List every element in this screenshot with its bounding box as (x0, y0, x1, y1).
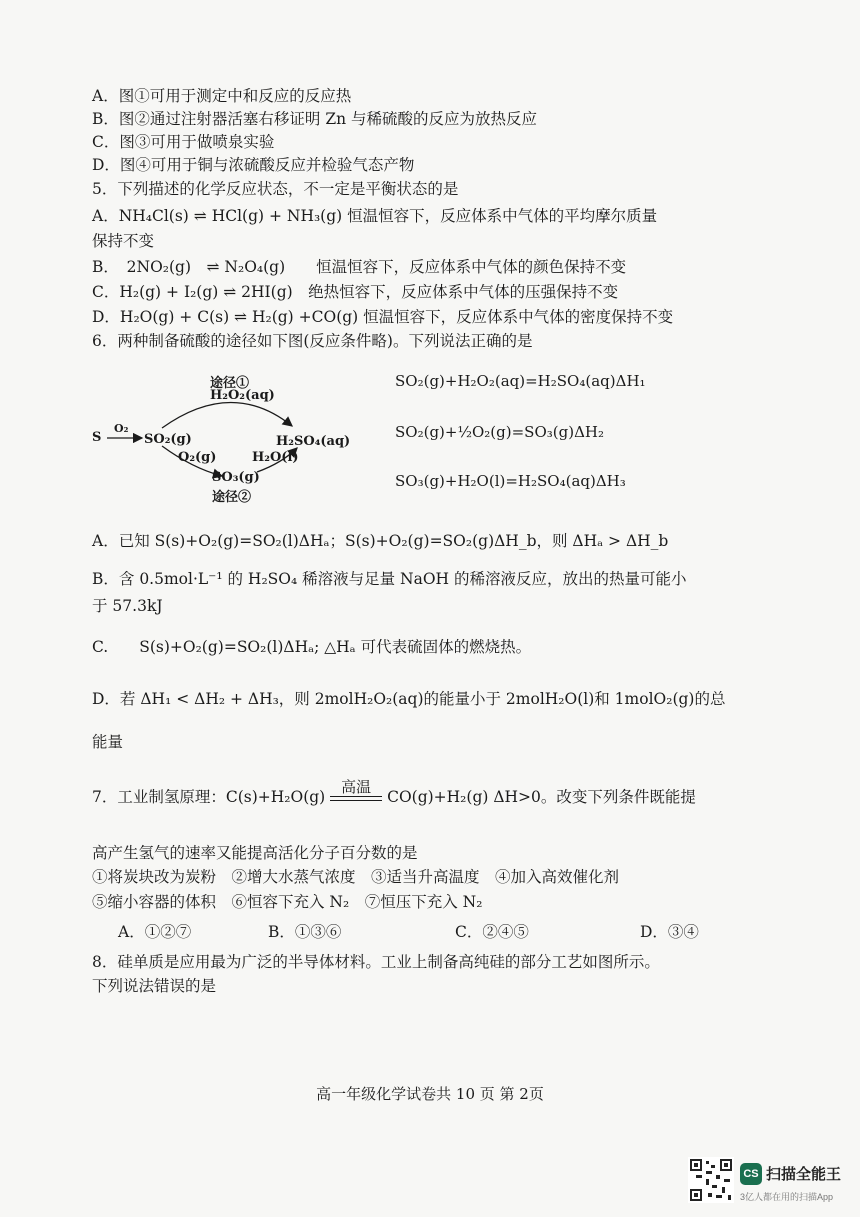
q7-line1-suffix: CO(g)+H₂(g) ΔH>0。改变下列条件既能提 (387, 788, 696, 806)
qr-code-icon (688, 1157, 734, 1203)
camscanner-name: 扫描全能王 (766, 1166, 842, 1183)
diagram-s: S (92, 430, 102, 445)
q4-option-c: C．图③可用于做喷泉实验 (92, 133, 275, 151)
q6-option-b: B．含 0.5mol·L⁻¹ 的 H₂SO₄ 稀溶液与足量 NaOH 的稀溶液反应，放出的热量可能小 (92, 570, 687, 588)
diagram-o2-low: O₂(g) (178, 450, 217, 465)
diagram-so3: SO₃(g) (212, 470, 260, 485)
q7-condition-arrow (330, 778, 382, 808)
camscanner-slogan: 3亿人都在用的扫描App (740, 1192, 834, 1202)
q7-choice-b: B．①③⑥ (268, 923, 342, 941)
q4-option-b: B．图②通过注射器活塞右移证明 Zn 与稀硫酸的反应为放热反应 (92, 110, 537, 128)
diagram-route2: 途径② (212, 490, 252, 505)
q7-choice-c: C．②④⑤ (455, 923, 529, 941)
q5-option-a: A．NH₄Cl(s) ⇌ HCl(g) + NH₃(g) 恒温恒容下，反应体系中气体的平均摩尔质量 (92, 207, 658, 225)
q7-choice-d: D．③④ (640, 923, 699, 941)
q7-principle (92, 778, 696, 808)
diagram-route1: 途径① (210, 376, 250, 391)
diagram-h2o2: H₂O₂(aq) (210, 388, 275, 403)
q4-option-d: D．图④可用于铜与浓硫酸反应并检验气态产物 (92, 156, 415, 174)
q7-conditions-2: ⑤缩小容器的体积 ⑥恒容下充入 N₂ ⑦恒压下充入 N₂ (92, 893, 483, 911)
q7-stem: 高产生氢气的速率又能提高活化分子百分数的是 (92, 844, 418, 862)
q7-condition-label: 高温 (341, 778, 372, 796)
diagram-h2so4: H₂SO₄(aq) (276, 434, 351, 449)
q5-option-a-cont: 保持不变 (92, 232, 155, 250)
q6-option-d-cont: 能量 (92, 733, 124, 751)
q6-equation-2: SO₂(g)+½O₂(g)=SO₃(g)ΔH₂ (395, 423, 605, 441)
sulfuric-acid-route-diagram (92, 368, 392, 508)
q6-option-b-cont: 于 57.3kJ (92, 597, 163, 615)
q6-stem: 6．两种制备硫酸的途径如下图(反应条件略)。下列说法正确的是 (92, 332, 533, 350)
q8-stem: 8．硅单质是应用最为广泛的半导体材料。工业上制备高纯硅的部分工艺如图所示。 (92, 953, 660, 971)
page-footer: 高一年级化学试卷共 10 页 第 2页 (316, 1085, 544, 1103)
q5-option-c: C．H₂(g) + I₂(g) ⇌ 2HI(g) 绝热恒容下，反应体系中气体的压强保持不变 (92, 283, 619, 301)
camscanner-logo-icon: CS (740, 1163, 762, 1185)
diagram-h2o: H₂O(l) (252, 450, 299, 465)
q6-option-c: C. S(s)+O₂(g)=SO₂(l)ΔHₐ; △Hₐ 可代表硫固体的燃烧热。 (92, 638, 532, 656)
arrow-route1 (162, 402, 292, 428)
q4-option-a: A．图①可用于测定中和反应的反应热 (92, 87, 352, 105)
q7-conditions-1: ①将炭块改为炭粉 ②增大水蒸气浓度 ③适当升高温度 ④加入高效催化剂 (92, 868, 620, 886)
q6-equation-3: SO₃(g)+H₂O(l)=H₂SO₄(aq)ΔH₃ (395, 472, 626, 490)
q8-stem-cont: 下列说法错误的是 (92, 977, 217, 995)
q6-option-d: D．若 ΔH₁ < ΔH₂ + ΔH₃，则 2molH₂O₂(aq)的能量小于 2molH₂O(l)和 1molO₂(g)的总 (92, 690, 726, 708)
q6-option-a: A．已知 S(s)+O₂(g)=SO₂(l)ΔHₐ；S(s)+O₂(g)=SO₂(g)ΔH_b，则 ΔHₐ > ΔH_b (92, 532, 669, 550)
q7-choice-a: A．①②⑦ (118, 923, 192, 941)
q5-stem: 5．下列描述的化学反应状态，不一定是平衡状态的是 (92, 180, 459, 198)
q5-option-b: B． 2NO₂(g) ⇌ N₂O₄(g) 恒温恒容下，反应体系中气体的颜色保持不变 (92, 258, 627, 276)
q7-line1-prefix: 7．工业制氢原理：C(s)+H₂O(g) (92, 788, 326, 806)
q5-option-d: D．H₂O(g) + C(s) ⇌ H₂(g) +CO(g) 恒温恒容下，反应体系中气体的密度保持不变 (92, 308, 674, 326)
diagram-so2: SO₂(g) (144, 432, 192, 447)
q6-equation-1: SO₂(g)+H₂O₂(aq)=H₂SO₄(aq)ΔH₁ (395, 372, 646, 390)
diagram-o2-top: O₂ (114, 422, 129, 435)
